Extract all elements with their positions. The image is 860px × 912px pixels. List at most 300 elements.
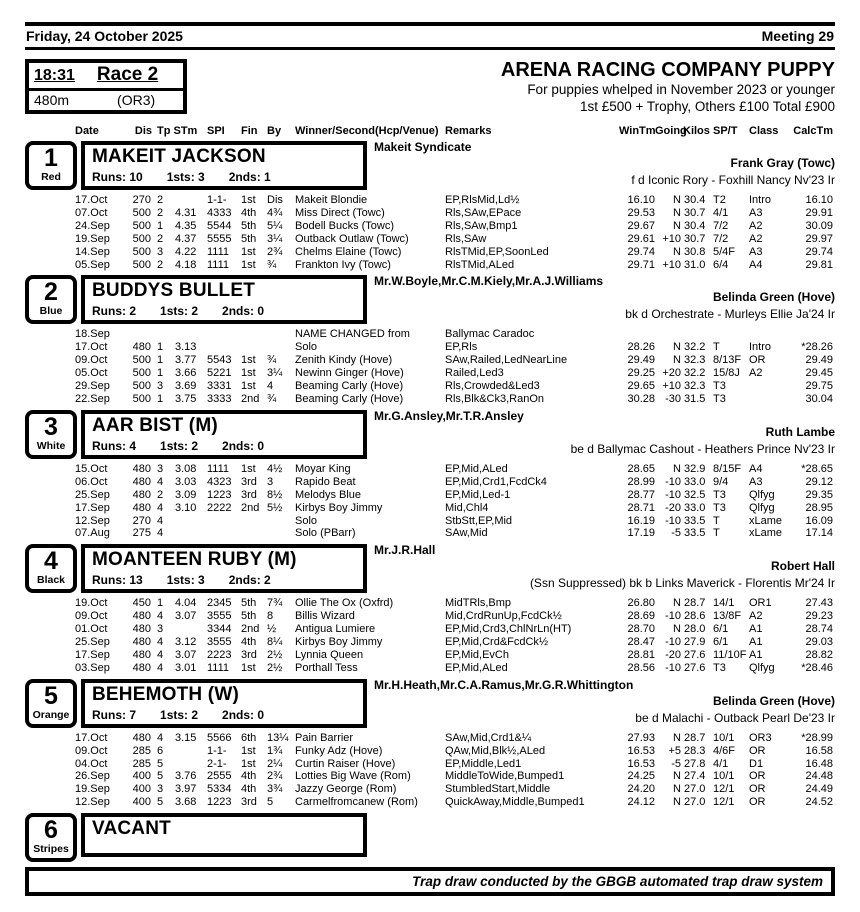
cell-going: -10 — [665, 514, 681, 527]
cell-date: 05.Oct — [75, 367, 108, 380]
cell-wintm — [619, 328, 655, 341]
cell-remarks: RlsTMid,ALed — [445, 258, 515, 271]
cell-sp: T3 — [713, 380, 726, 393]
breeding-info: be d Malachi - Outback Pearl De'23 Ir — [635, 710, 835, 725]
cell-sp: T3 — [713, 392, 726, 405]
cell-fin: 1st — [241, 194, 256, 206]
cell-stm: 3.10 — [175, 501, 197, 514]
meeting-number: Meeting 29 — [761, 28, 834, 44]
trap-color-label: Blue — [39, 305, 63, 318]
cell-remarks: EP,Mid,EvCh — [445, 648, 509, 661]
trap-color-label: Stripes — [33, 843, 69, 856]
trap-number: 6 — [44, 816, 58, 845]
cell-by: 5 — [267, 796, 274, 809]
cell-stm — [175, 527, 207, 540]
cell-class: A2 — [749, 367, 763, 380]
cell-remarks: SAw,Railed,LedNearLine — [445, 354, 568, 367]
cell-by: 5½ — [267, 501, 283, 514]
cell-stm — [175, 194, 207, 207]
cell-stm: 3.77 — [175, 354, 197, 367]
cell-sp: 8/15F — [713, 462, 742, 475]
cell-remarks: EP,RlsMid,Ld½ — [445, 194, 520, 206]
cell-class: D1 — [749, 757, 764, 770]
cell-kilos: 28.7 — [684, 731, 706, 744]
runner-runs: Runs: 10 — [92, 170, 143, 184]
cell-tp: 4 — [157, 610, 164, 623]
race-grade: (OR3) — [117, 92, 156, 108]
history-row — [75, 527, 835, 540]
cell-sp: 8/13F — [713, 354, 742, 367]
cell-fin: 2nd — [241, 501, 260, 514]
cell-sp: T — [713, 514, 720, 527]
cell-by: 2¼ — [267, 757, 283, 770]
cell-dis: 400 — [132, 783, 151, 796]
cell-calctm: *28.99 — [801, 731, 833, 744]
cell-class: xLame — [749, 527, 783, 540]
history-row — [75, 259, 835, 272]
cell-remarks: QuickAway,Middle,Bumped1 — [445, 796, 585, 809]
cell-dis: 480 — [132, 731, 151, 744]
cell-fin: 2nd — [241, 623, 260, 636]
cell-class: OR — [749, 770, 766, 783]
cell-wintm: 29.65 — [627, 380, 655, 393]
cell-winner: Funky Adz (Hove) — [295, 744, 383, 757]
cell-wintm: 17.19 — [627, 527, 655, 540]
cell-kilos: 27.0 — [684, 783, 706, 796]
cell-class: A2 — [749, 610, 763, 623]
cell-by: 3¾ — [267, 783, 283, 796]
runner-stats — [92, 170, 356, 184]
cell-tp: 1 — [157, 354, 164, 367]
trap-badge — [25, 410, 77, 459]
cell-by — [267, 341, 295, 354]
cell-date: 07.Oct — [75, 206, 108, 219]
cell-calctm: 29.75 — [805, 380, 833, 393]
cell-calctm: 16.58 — [805, 744, 833, 757]
race-title-block — [187, 59, 835, 115]
cell-stm: 3.97 — [175, 783, 197, 796]
cell-date: 17.Oct — [75, 731, 108, 744]
cell-winner: Kirbys Boy Jimmy — [295, 501, 383, 514]
cell-wintm: 29.61 — [627, 232, 655, 245]
cell-calctm: 24.48 — [805, 770, 833, 783]
trainer-name: Frank Gray (Towc) — [730, 156, 835, 170]
cell-remarks: Rls,SAw,EPace — [445, 206, 522, 219]
cell-date: 07.Aug — [75, 527, 110, 540]
cell-spi: 5566 — [207, 731, 232, 744]
cell-winner: Solo (PBarr) — [295, 527, 356, 540]
runner-seconds: 2nds: 1 — [228, 170, 271, 184]
cell-stm: 3.68 — [175, 796, 197, 809]
trap-color-label: White — [36, 439, 66, 452]
cell-tp: 2 — [157, 232, 164, 245]
cell-stm: 4.35 — [175, 219, 197, 232]
cell-going: -30 — [665, 392, 681, 405]
cell-dis: 480 — [132, 488, 151, 501]
cell-stm — [175, 515, 207, 528]
history-row — [75, 233, 835, 246]
cell-class: Qlfyg — [749, 488, 775, 501]
runner-runs: Runs: 13 — [92, 573, 143, 588]
history-row — [75, 610, 835, 623]
cell-going: N — [673, 731, 681, 744]
cell-stm: 4.37 — [175, 232, 197, 245]
cell-kilos: 32.3 — [684, 380, 706, 393]
cell-kilos: 33.5 — [684, 527, 706, 540]
cell-spi: 3555 — [207, 610, 232, 623]
cell-dis — [125, 328, 155, 341]
cell-fin: 5th — [241, 610, 257, 623]
trap-number: 4 — [44, 547, 58, 576]
col-header-going: Going — [655, 125, 687, 137]
cell-tp: 3 — [157, 783, 164, 796]
cell-winner: Makeit Blondie — [295, 194, 368, 206]
cell-dis: 500 — [132, 380, 151, 393]
cell-spi: 2-1- — [207, 757, 227, 770]
trap-number: 1 — [44, 144, 58, 172]
history-row — [75, 476, 835, 489]
cell-spi: 4333 — [207, 206, 232, 219]
cell-wintm: 16.19 — [627, 514, 655, 527]
cell-calctm: *28.46 — [801, 661, 833, 674]
cell-going: -10 — [665, 661, 681, 674]
cell-wintm: 16.53 — [627, 757, 655, 770]
cell-dis: 500 — [132, 206, 151, 219]
runner-firsts: 1sts: 2 — [160, 304, 199, 319]
cell-dis: 400 — [132, 796, 151, 809]
cell-stm: 3.07 — [175, 648, 197, 661]
cell-going: N — [673, 462, 681, 475]
cell-wintm: 29.25 — [627, 367, 655, 380]
cell-by: 8¼ — [267, 636, 283, 649]
cell-kilos: 27.8 — [684, 757, 706, 770]
cell-kilos: 30.7 — [684, 206, 706, 219]
breeding-info: bk d Orchestrate - Murleys Ellie Ja'24 Ir — [625, 307, 835, 322]
cell-by: 4 — [267, 380, 274, 393]
cell-remarks: EP,Mid,Crd1,FcdCk4 — [445, 475, 547, 488]
cell-spi: 5544 — [207, 219, 232, 232]
owner-name: Mr.H.Heath,Mr.C.A.Ramus,Mr.G.R.Whittington — [374, 677, 634, 692]
cell-tp: 5 — [157, 770, 164, 783]
runner-name: AAR BIST (M) — [92, 414, 218, 436]
cell-remarks: MiddleToWide,Bumped1 — [445, 770, 565, 783]
history-row — [75, 194, 835, 207]
cell-calctm: 29.97 — [805, 232, 833, 245]
history-row — [75, 770, 835, 783]
cell-sp: 4/1 — [713, 206, 729, 219]
cell-class: A3 — [749, 245, 763, 258]
cell-by: 3¼ — [267, 367, 283, 380]
history-row — [75, 745, 835, 758]
cell-date: 09.Oct — [75, 610, 108, 623]
runner-connections — [374, 274, 835, 323]
cell-spi: 1111 — [207, 258, 230, 271]
cell-wintm: 29.67 — [627, 219, 655, 232]
col-header-date: Date — [75, 125, 99, 137]
cell-tp: 4 — [157, 475, 164, 488]
cell-sp: T3 — [713, 501, 726, 514]
cell-fin: 3rd — [241, 488, 257, 501]
cell-dis: 285 — [132, 744, 151, 757]
cell-by: Dis — [267, 194, 283, 206]
cell-going: N — [673, 770, 681, 783]
cell-sp: 5/4F — [713, 245, 736, 258]
cell-sp: T2 — [713, 194, 726, 206]
cell-remarks: MidTRls,Bmp — [445, 597, 512, 610]
cell-kilos: 32.2 — [684, 341, 706, 354]
cell-wintm: 24.12 — [627, 796, 655, 809]
cell-by: ¾ — [267, 258, 277, 271]
trap-badge — [25, 813, 77, 862]
cell-tp: 4 — [157, 527, 164, 540]
runner-seconds: 2nds: 0 — [222, 304, 265, 319]
cell-stm: 3.15 — [175, 731, 197, 744]
form-history — [25, 463, 835, 540]
cell-wintm: 29.49 — [627, 354, 655, 367]
cell-class — [749, 380, 789, 393]
cell-remarks: SAw,Mid,Crd1&¼ — [445, 731, 532, 744]
cell-date: 12.Sep — [75, 796, 110, 809]
runner-runs: Runs: 2 — [92, 304, 137, 319]
cell-calctm: 28.82 — [805, 648, 833, 661]
cell-going: -5 — [671, 527, 681, 540]
cell-remarks: StbStt,EP,Mid — [445, 514, 513, 527]
cell-calctm: 29.81 — [805, 258, 833, 271]
cell-winner: Curtin Raiser (Hove) — [295, 757, 396, 770]
cell-going: N — [673, 341, 681, 354]
cell-by — [267, 328, 295, 341]
cell-class: Intro — [749, 341, 772, 354]
cell-class: OR — [749, 744, 766, 757]
history-row — [75, 328, 835, 341]
cell-going: -20 — [665, 648, 681, 661]
cell-sp: 7/2 — [713, 219, 729, 232]
cell-spi: 2555 — [207, 770, 232, 783]
cell-remarks: EP,Rls — [445, 341, 478, 354]
cell-sp: T — [713, 527, 720, 540]
cell-date: 04.Oct — [75, 757, 108, 770]
col-header-wintm: WinTm — [619, 125, 656, 137]
cell-by: 2¾ — [267, 770, 283, 783]
cell-stm: 3.03 — [175, 475, 197, 488]
cell-by: 8 — [267, 610, 274, 623]
cell-by: 2½ — [267, 661, 283, 674]
cell-sp: 12/1 — [713, 796, 735, 809]
cell-stm: 3.13 — [175, 341, 197, 354]
runner-seconds: 2nds: 0 — [222, 707, 265, 722]
cell-wintm: 30.28 — [627, 392, 655, 405]
cell-winner: Bodell Bucks (Towc) — [295, 219, 395, 232]
cell-class: A1 — [749, 623, 763, 636]
trap-number: 2 — [44, 278, 58, 307]
cell-going: +5 — [668, 744, 681, 757]
cell-sp: 10/1 — [713, 731, 735, 744]
cell-dis: 500 — [132, 367, 151, 380]
cell-winner: Miss Direct (Towc) — [295, 206, 385, 219]
cell-kilos: 28.6 — [684, 610, 706, 623]
col-header-fin: Fin — [241, 125, 258, 137]
cell-winner: Carmelfromcanew (Rom) — [295, 796, 418, 809]
race-time-row — [29, 63, 183, 91]
race-info-box — [25, 59, 187, 114]
cell-spi: 5543 — [207, 354, 232, 367]
cell-winner: Ollie The Ox (Oxfrd) — [295, 597, 394, 610]
runner-name: BEHEMOTH (W) — [92, 683, 239, 705]
cell-wintm: 28.99 — [627, 475, 655, 488]
cell-remarks: Mid,Chl4 — [445, 501, 489, 514]
runner-stats — [92, 304, 356, 318]
cell-wintm: 28.70 — [627, 623, 655, 636]
cell-kilos: 31.5 — [684, 392, 706, 405]
col-header-remarks: Remarks — [445, 125, 492, 137]
cell-by: ¾ — [267, 354, 277, 367]
cell-stm — [175, 758, 207, 771]
cell-calctm: 29.23 — [805, 610, 833, 623]
runner-firsts: 1sts: 3 — [166, 573, 205, 588]
cell-winner: Kirbys Boy Jimmy — [295, 636, 383, 649]
runner-name-box — [81, 141, 367, 190]
cell-stm: 3.07 — [175, 610, 197, 623]
cell-sp: T3 — [713, 661, 726, 674]
cell-dis: 275 — [132, 527, 151, 540]
trap-badge — [25, 141, 77, 190]
cell-winner: NAME CHANGED from — [295, 328, 410, 341]
cell-going: N — [673, 245, 681, 258]
cell-spi — [207, 527, 241, 540]
cell-going: N — [673, 354, 681, 367]
history-row — [75, 380, 835, 393]
cell-going: N — [673, 623, 681, 636]
cell-dis: 480 — [132, 610, 151, 623]
cell-tp: 3 — [157, 245, 164, 258]
cell-calctm: 29.03 — [805, 636, 833, 649]
cell-dis: 480 — [132, 475, 151, 488]
runner-stats — [92, 573, 356, 587]
cell-tp: 4 — [157, 661, 164, 674]
cell-remarks: EP,Mid,Led-1 — [445, 488, 511, 501]
runner-connections — [374, 543, 835, 592]
cell-spi: 5555 — [207, 232, 232, 245]
cell-class: A3 — [749, 206, 763, 219]
cell-by: 3 — [267, 475, 274, 488]
owner-name: Mr.J.R.Hall — [374, 543, 436, 558]
cell-spi: 1223 — [207, 796, 232, 809]
cell-going: N — [673, 783, 681, 796]
cell-spi: 1111 — [207, 661, 230, 674]
cell-going: +10 — [662, 232, 681, 245]
breeding-info: f d Iconic Rory - Foxhill Nancy Nv'23 Ir — [631, 173, 835, 187]
cell-stm: 3.75 — [175, 392, 197, 405]
cell-tp — [155, 328, 175, 341]
history-row — [75, 341, 835, 354]
cell-remarks: EP,Mid,ALed — [445, 462, 508, 475]
cell-class — [749, 328, 789, 341]
cell-winner: Frankton Ivy (Towc) — [295, 258, 391, 271]
cell-dis: 480 — [132, 501, 151, 514]
cell-fin: 5th — [241, 232, 257, 245]
cell-fin: 1st — [241, 258, 256, 271]
cell-spi: 3555 — [207, 636, 232, 649]
history-row — [75, 354, 835, 367]
runner-firsts: 1sts: 2 — [160, 707, 199, 722]
cell-tp: 4 — [157, 636, 164, 649]
cell-kilos: 31.0 — [684, 258, 706, 271]
runner-stats — [92, 708, 356, 722]
cell-spi: 2345 — [207, 597, 232, 610]
cell-kilos: 33.0 — [684, 501, 706, 514]
cell-by: 4½ — [267, 462, 283, 475]
runner-stats — [92, 439, 356, 453]
history-row — [75, 515, 835, 528]
trap-badge — [25, 275, 77, 324]
runner-block-trap-1 — [25, 140, 835, 271]
cell-remarks: Ballymac Caradoc — [445, 328, 535, 341]
cell-remarks: Rls,SAw,Bmp1 — [445, 219, 518, 232]
cell-kilos: 27.0 — [684, 796, 706, 809]
cell-remarks: Rls,Crowded&Led3 — [445, 380, 540, 393]
runner-seconds: 2nds: 2 — [228, 573, 271, 588]
cell-calctm: 29.91 — [805, 206, 833, 219]
cell-stm: 4.04 — [175, 597, 197, 610]
col-header-by: By — [267, 125, 282, 137]
cell-kilos: 27.4 — [684, 770, 706, 783]
cell-kilos: 28.0 — [684, 623, 706, 636]
cell-date: 29.Sep — [75, 380, 110, 393]
cell-date: 17.Oct — [75, 194, 108, 206]
col-header-winner: Winner/Second(Hcp/Venue) — [295, 125, 439, 137]
cell-spi — [207, 328, 241, 341]
cell-calctm: 28.95 — [805, 501, 833, 514]
cell-spi: 3333 — [207, 392, 232, 405]
cell-going: +10 — [662, 258, 681, 271]
cell-going: -20 — [665, 501, 681, 514]
cell-spi: 3344 — [207, 623, 232, 636]
runner-runs: Runs: 7 — [92, 707, 137, 722]
cell-remarks: EP,Mid,Crd&FcdCk½ — [445, 636, 549, 649]
trap-color-label: Black — [36, 574, 66, 587]
cell-spi: 5334 — [207, 783, 232, 796]
cell-winner: Lynnia Queen — [295, 648, 364, 661]
cell-sp: 9/4 — [713, 475, 729, 488]
cell-date: 17.Oct — [75, 341, 108, 354]
form-history — [25, 194, 835, 271]
runner-firsts: 1sts: 2 — [160, 438, 199, 453]
race-name: Race 2 — [96, 64, 159, 85]
cell-kilos: 32.3 — [684, 354, 706, 367]
cell-remarks: StumbledStart,Middle — [445, 783, 551, 796]
runner-name-box — [81, 275, 367, 324]
cell-kilos: 27.9 — [684, 636, 706, 649]
form-history — [25, 732, 835, 809]
cell-sp: 4/6F — [713, 744, 736, 757]
cell-wintm: 16.10 — [627, 194, 655, 206]
cell-sp: T3 — [713, 488, 726, 501]
history-row — [75, 732, 835, 745]
cell-kilos: 33.0 — [684, 475, 706, 488]
cell-remarks: QAw,Mid,Blk½,ALed — [445, 744, 546, 757]
cell-stm: 3.69 — [175, 380, 197, 393]
cell-remarks: Railed,Led3 — [445, 367, 504, 380]
cell-by: 13¼ — [267, 731, 289, 744]
cell-by: 1¾ — [267, 744, 283, 757]
cell-dis: 480 — [132, 623, 151, 636]
cell-wintm: 28.47 — [627, 636, 655, 649]
runner-name: VACANT — [92, 818, 171, 840]
cell-kilos: 30.7 — [684, 232, 706, 245]
cell-sp: 14/1 — [713, 597, 735, 610]
cell-stm — [175, 623, 207, 636]
cell-winner: Pain Barrier — [295, 731, 354, 744]
